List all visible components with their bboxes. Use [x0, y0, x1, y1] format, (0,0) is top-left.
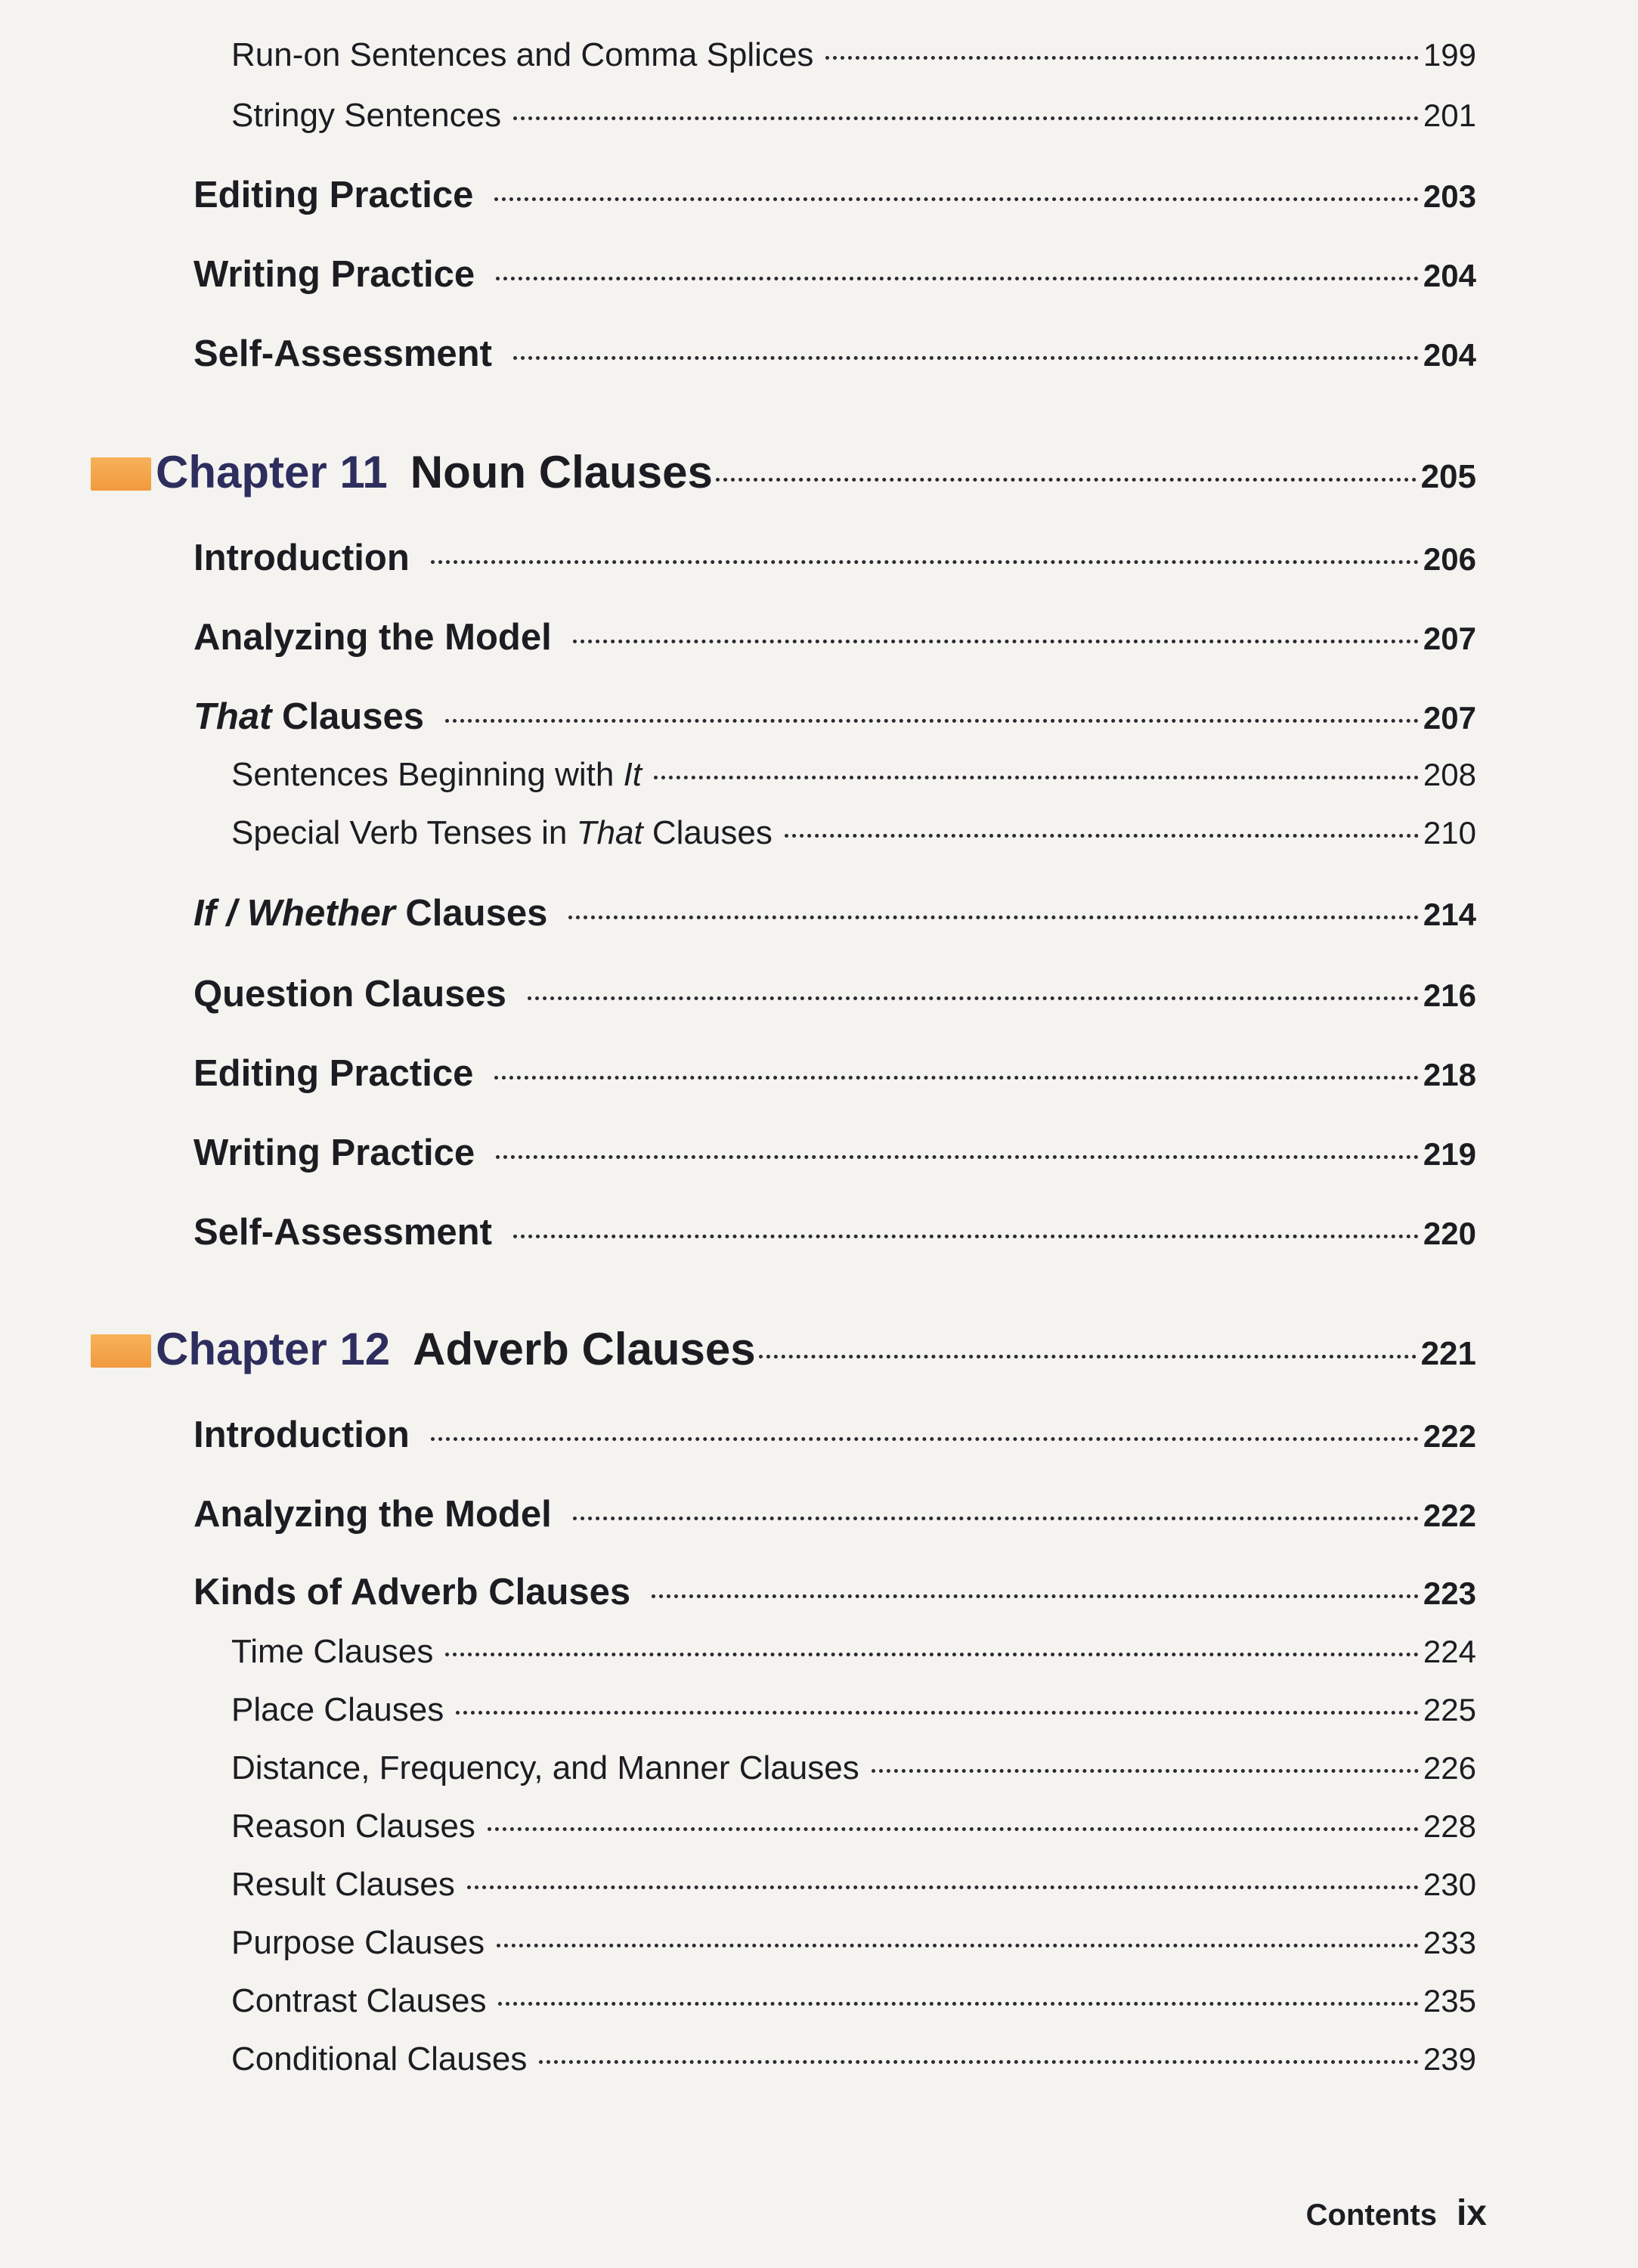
label-italic-part: It — [623, 756, 643, 793]
toc-entry[interactable] — [194, 1052, 1476, 1095]
toc-entry[interactable] — [231, 97, 1476, 135]
toc-entry-label: Editing Practice — [194, 175, 474, 215]
toc-entry[interactable] — [194, 616, 1476, 658]
toc-entry-label: Contrast Clauses — [231, 1982, 487, 2019]
toc-entry[interactable] — [194, 1211, 1476, 1253]
toc-entry[interactable] — [194, 1132, 1476, 1174]
chapter-page: 221 — [1420, 1335, 1476, 1372]
toc-entry-page: 206 — [1423, 541, 1476, 577]
dot-leader — [513, 356, 1419, 360]
toc-entry-label: Distance, Frequency, and Manner Clauses — [231, 1749, 859, 1786]
toc-entry-label: Place Clauses — [231, 1691, 444, 1728]
toc-entry-page: 207 — [1423, 700, 1476, 736]
toc-entry-label: Question Clauses — [194, 974, 506, 1015]
label-pre-part: Special Verb Tenses in — [231, 814, 577, 851]
label-italic-part: That — [194, 696, 272, 737]
dot-leader — [785, 834, 1419, 838]
dot-leader — [759, 1355, 1417, 1359]
toc-entry-label: Editing Practice — [194, 1053, 474, 1094]
footer-label: Contents — [1305, 2198, 1437, 2232]
toc-entry-label: Introduction — [194, 1414, 410, 1455]
chapter-page: 205 — [1420, 458, 1476, 495]
label-rest-part: Clauses — [271, 696, 424, 737]
toc-entry-page: 230 — [1423, 1867, 1476, 1902]
chapter-heading[interactable] — [91, 446, 1476, 498]
toc-entry[interactable] — [194, 253, 1476, 296]
toc-entry[interactable] — [231, 814, 1476, 852]
toc-entry[interactable] — [194, 1414, 1476, 1456]
toc-entry-page: 204 — [1423, 337, 1476, 373]
dot-leader — [445, 1653, 1419, 1656]
dot-leader — [497, 1944, 1419, 1947]
toc-entry-label — [194, 696, 424, 738]
toc-entry-page: 201 — [1423, 98, 1476, 133]
toc-entry[interactable] — [194, 696, 1476, 738]
dot-leader — [825, 56, 1419, 60]
toc-entry-label: Purpose Clauses — [231, 1924, 485, 1961]
chapter-number: Chapter 11 — [156, 447, 388, 497]
toc-entry-label: Introduction — [194, 538, 410, 578]
dot-leader — [573, 640, 1419, 643]
toc-entry[interactable] — [231, 1808, 1476, 1845]
dot-leader — [431, 1437, 1419, 1441]
toc-entry-page: 225 — [1423, 1692, 1476, 1727]
dot-leader — [431, 560, 1419, 564]
dot-leader — [498, 2002, 1418, 2006]
toc-entry-label: Result Clauses — [231, 1866, 455, 1903]
dot-leader — [513, 116, 1419, 120]
dot-leader — [872, 1769, 1419, 1773]
dot-leader — [445, 719, 1419, 723]
toc-entry-page: 207 — [1423, 621, 1476, 656]
toc-entry-page: 216 — [1423, 978, 1476, 1013]
toc-entry-page: 219 — [1423, 1136, 1476, 1172]
chapter-marker-icon — [91, 457, 151, 491]
toc-entry-page: 222 — [1423, 1498, 1476, 1533]
chapter-title: Noun Clauses — [410, 447, 713, 497]
toc-entry-page: 220 — [1423, 1216, 1476, 1251]
dot-leader — [573, 1517, 1419, 1520]
toc-entry-page: 233 — [1423, 1925, 1476, 1960]
toc-entry-page: 235 — [1423, 1983, 1476, 2019]
toc-entry-page: 214 — [1423, 897, 1476, 932]
toc-entry[interactable] — [231, 1749, 1476, 1787]
toc-entry-label: Run-on Sentences and Comma Splices — [231, 36, 814, 73]
toc-entry-label: Stringy Sentences — [231, 97, 502, 134]
dot-leader — [467, 1885, 1419, 1889]
toc-entry-label: Kinds of Adverb Clauses — [194, 1572, 631, 1613]
toc-entry[interactable] — [231, 1633, 1476, 1671]
toc-entry[interactable] — [194, 1571, 1476, 1613]
toc-entry-page: 223 — [1423, 1576, 1476, 1611]
toc-entry-page: 228 — [1423, 1808, 1476, 1844]
toc-entry[interactable] — [231, 1924, 1476, 1962]
dot-leader — [513, 1235, 1419, 1238]
dot-leader — [716, 478, 1417, 482]
chapter-marker-icon — [91, 1334, 151, 1368]
toc-entry-page: 222 — [1423, 1418, 1476, 1454]
label-rest-part: Clauses — [643, 814, 773, 851]
toc-entry[interactable] — [231, 756, 1476, 794]
toc-entry-label — [194, 892, 547, 934]
page-footer — [1306, 2192, 1487, 2234]
toc-entry-label: Analyzing the Model — [194, 1494, 552, 1535]
toc-entry[interactable] — [194, 537, 1476, 579]
chapter-heading[interactable] — [91, 1323, 1476, 1375]
toc-entry[interactable] — [231, 1866, 1476, 1904]
toc-entry[interactable] — [194, 333, 1476, 375]
toc-entry[interactable] — [194, 1493, 1476, 1535]
label-rest-part: Clauses — [395, 893, 548, 934]
dot-leader — [539, 2060, 1419, 2064]
toc-entry-page: 204 — [1423, 258, 1476, 293]
dot-leader — [652, 1594, 1419, 1598]
toc-entry-label: Self-Assessment — [194, 333, 492, 374]
toc-entry-page: 210 — [1423, 815, 1476, 850]
toc-entry[interactable] — [231, 1982, 1476, 2020]
toc-entry-page: 224 — [1423, 1634, 1476, 1669]
toc-entry-page: 239 — [1423, 2041, 1476, 2077]
toc-entry-label: Self-Assessment — [194, 1212, 492, 1253]
dot-leader — [494, 1076, 1419, 1080]
toc-entry-page: 208 — [1423, 757, 1476, 792]
dot-leader — [654, 776, 1419, 779]
label-italic-part: That — [576, 814, 643, 851]
label-italic-part: If / Whether — [194, 893, 395, 934]
label-pre-part: Sentences Beginning with — [231, 756, 624, 793]
toc-entry-label — [231, 814, 773, 852]
dot-leader — [568, 916, 1419, 919]
toc-entry[interactable] — [231, 36, 1476, 74]
toc-entry[interactable] — [231, 1691, 1476, 1729]
toc-entry[interactable] — [231, 2040, 1476, 2078]
toc-entry-label: Analyzing the Model — [194, 617, 552, 658]
toc-entry[interactable] — [194, 892, 1476, 934]
dot-leader — [496, 1155, 1419, 1159]
toc-entry-label: Reason Clauses — [231, 1808, 475, 1845]
toc-entry-label: Conditional Clauses — [231, 2040, 528, 2077]
toc-entry[interactable] — [194, 174, 1476, 216]
toc-entry-label — [231, 756, 642, 794]
dot-leader — [496, 277, 1419, 280]
toc-entry-page: 218 — [1423, 1057, 1476, 1092]
footer-page-number: ix — [1456, 2193, 1487, 2233]
toc-entry-page: 199 — [1423, 37, 1476, 73]
toc-entry-label: Writing Practice — [194, 254, 475, 295]
toc-entry-page: 203 — [1423, 178, 1476, 214]
dot-leader — [528, 996, 1419, 1000]
chapter-title: Adverb Clauses — [413, 1324, 756, 1374]
chapter-number: Chapter 12 — [156, 1324, 391, 1374]
dot-leader — [456, 1711, 1419, 1715]
dot-leader — [494, 197, 1419, 201]
toc-entry-label: Time Clauses — [231, 1633, 434, 1670]
toc-entry[interactable] — [194, 973, 1476, 1015]
dot-leader — [488, 1827, 1419, 1831]
toc-entry-page: 226 — [1423, 1750, 1476, 1786]
toc-entry-label: Writing Practice — [194, 1132, 475, 1173]
